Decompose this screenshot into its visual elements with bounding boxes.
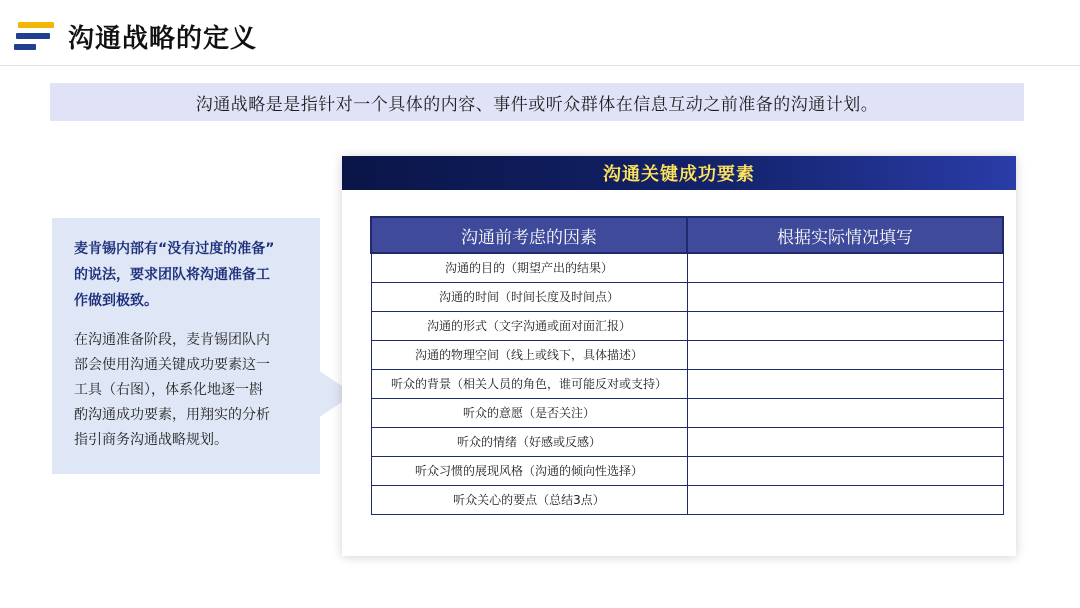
table-row — [371, 253, 1003, 282]
factor-cell: 听众习惯的展现风格（沟通的倾向性选择） — [371, 456, 687, 485]
callout-body-line: 部会使用沟通关键成功要素这一 — [74, 357, 270, 373]
callout-box — [52, 218, 320, 474]
callout-highlight-line: 作做到极致。 — [74, 293, 158, 309]
callout-highlight — [74, 236, 302, 314]
factor-cell: 沟通的时间（时间长度及时间点） — [371, 282, 687, 311]
fill-in-cell[interactable] — [687, 485, 1003, 514]
callout-highlight-line: 麦肯锡内部有“没有过度的准备” — [74, 241, 275, 257]
table-row — [371, 427, 1003, 456]
column-header: 根据实际情况填写 — [687, 217, 1003, 253]
callout-body — [74, 328, 302, 453]
table-header-row — [371, 217, 1003, 253]
fill-in-cell[interactable] — [687, 456, 1003, 485]
card-header — [342, 156, 1016, 190]
success-factors-card — [342, 156, 1016, 556]
fill-in-cell[interactable] — [687, 253, 1003, 282]
table-row — [371, 369, 1003, 398]
table-row — [371, 398, 1003, 427]
callout-body-line: 在沟通准备阶段，麦肯锡团队内 — [74, 332, 270, 348]
factor-cell: 沟通的目的（期望产出的结果） — [371, 253, 687, 282]
fill-in-cell[interactable] — [687, 311, 1003, 340]
definition-banner: 沟通战略是是指针对一个具体的内容、事件或听众群体在信息互动之前准备的沟通计划。 — [50, 83, 1024, 121]
table-row — [371, 311, 1003, 340]
fill-in-cell[interactable] — [687, 398, 1003, 427]
factor-cell: 沟通的物理空间（线上或线下，具体描述） — [371, 340, 687, 369]
fill-in-cell[interactable] — [687, 427, 1003, 456]
factors-table — [370, 216, 1004, 515]
callout-body-line: 工具（右图），体系化地逐一斟 — [74, 382, 263, 398]
table-row — [371, 282, 1003, 311]
fill-in-cell[interactable] — [687, 340, 1003, 369]
page-title: 沟通战略的定义 — [68, 24, 258, 54]
table-row — [371, 456, 1003, 485]
factor-cell: 听众关心的要点（总结3点） — [371, 485, 687, 514]
card-title: 沟通关键成功要素 — [603, 164, 755, 185]
factor-cell: 听众的背景（相关人员的角色，谁可能反对或支持） — [371, 369, 687, 398]
fill-in-cell[interactable] — [687, 282, 1003, 311]
factor-cell: 听众的意愿（是否关注） — [371, 398, 687, 427]
column-header: 沟通前考虑的因素 — [371, 217, 687, 253]
factor-cell: 听众的情绪（好感或反感） — [371, 427, 687, 456]
callout-body-line: 酌沟通成功要素，用翔实的分析 — [74, 407, 270, 423]
table-row — [371, 340, 1003, 369]
page-header — [0, 0, 1080, 66]
table-row — [371, 485, 1003, 514]
logo-stripes-icon — [14, 22, 54, 54]
fill-in-cell[interactable] — [687, 369, 1003, 398]
callout-highlight-line: 的说法，要求团队将沟通准备工 — [74, 267, 270, 283]
callout-body-line: 指引商务沟通战略规划。 — [74, 432, 228, 448]
factor-cell: 沟通的形式（文字沟通或面对面汇报） — [371, 311, 687, 340]
